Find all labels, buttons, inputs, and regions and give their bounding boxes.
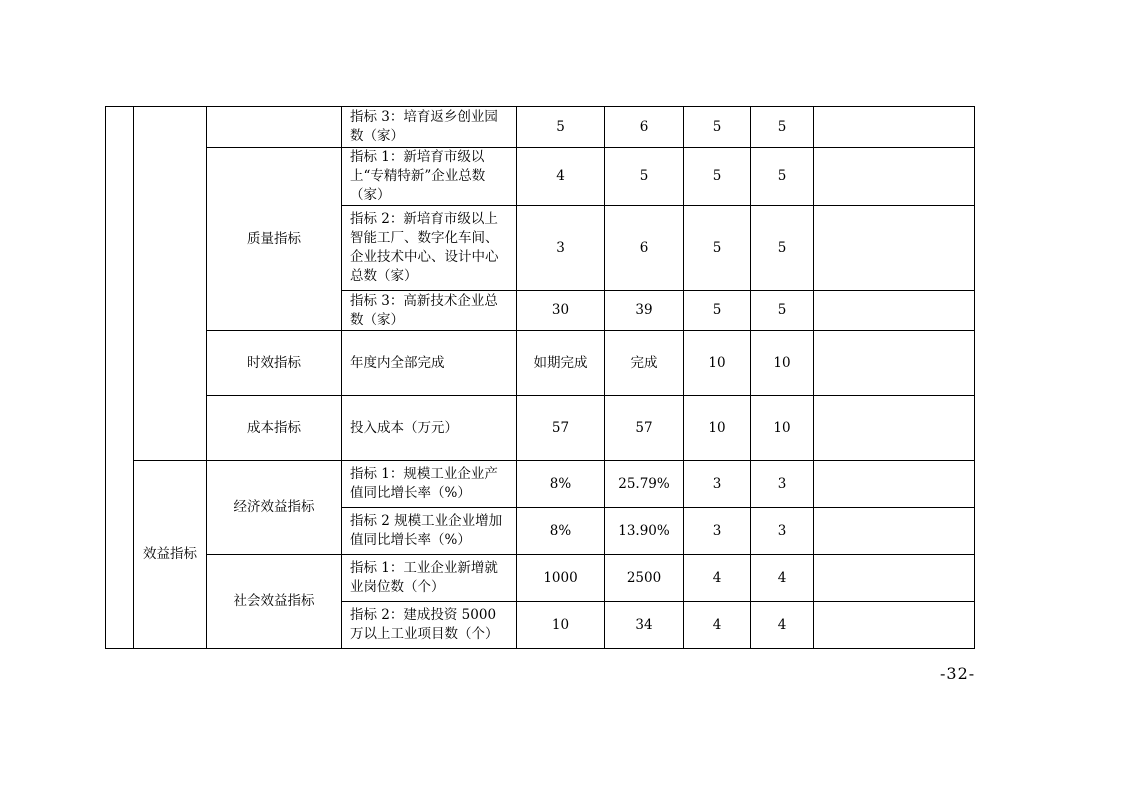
actual-value-cell: 6 (605, 107, 684, 148)
weight-cell: 5 (684, 107, 751, 148)
target-value-cell: 1000 (517, 555, 605, 602)
actual-value-cell: 13.90% (605, 508, 684, 555)
performance-indicator-table (105, 106, 975, 649)
target-value-cell: 如期完成 (517, 331, 605, 396)
indicator-cell: 指标 3：培育返乡创业园数（家） (342, 107, 517, 148)
note-cell (814, 461, 975, 508)
subcategory-quality: 质量指标 (207, 148, 342, 331)
indicator-cell: 指标 2：建成投资 5000 万以上工业项目数（个） (342, 602, 517, 649)
table-row (106, 555, 975, 602)
note-cell (814, 508, 975, 555)
target-value-cell: 57 (517, 396, 605, 461)
note-cell (814, 206, 975, 291)
indicator-cell: 指标 2：新培育市级以上智能工厂、数字化车间、企业技术中心、设计中心总数（家） (342, 206, 517, 291)
target-value-cell: 10 (517, 602, 605, 649)
indicator-cell: 指标 2 规模工业企业增加值同比增长率（%） (342, 508, 517, 555)
score-cell: 5 (751, 206, 814, 291)
actual-value-cell: 25.79% (605, 461, 684, 508)
table-row (106, 461, 975, 508)
score-cell: 4 (751, 555, 814, 602)
table-row (106, 107, 975, 148)
indicator-cell: 年度内全部完成 (342, 331, 517, 396)
actual-value-cell: 34 (605, 602, 684, 649)
subcategory-timeliness: 时效指标 (207, 331, 342, 396)
indicator-cell: 指标 3：高新技术企业总数（家） (342, 291, 517, 331)
weight-cell: 10 (684, 331, 751, 396)
target-value-cell: 5 (517, 107, 605, 148)
weight-cell: 3 (684, 461, 751, 508)
target-value-cell: 8% (517, 461, 605, 508)
indicator-cell: 指标 1：新培育市级以上“专精特新”企业总数（家） (342, 148, 517, 206)
first-level-cell (106, 107, 134, 649)
score-cell: 5 (751, 291, 814, 331)
actual-value-cell: 5 (605, 148, 684, 206)
score-cell: 3 (751, 508, 814, 555)
actual-value-cell: 39 (605, 291, 684, 331)
subcategory-economic: 经济效益指标 (207, 461, 342, 555)
page-number: -32- (940, 664, 976, 683)
table-row (106, 148, 975, 206)
weight-cell: 4 (684, 602, 751, 649)
category-benefit: 效益指标 (134, 461, 207, 649)
indicator-cell: 指标 1：工业企业新增就业岗位数（个） (342, 555, 517, 602)
score-cell: 3 (751, 461, 814, 508)
note-cell (814, 291, 975, 331)
table-row (106, 396, 975, 461)
score-cell: 10 (751, 396, 814, 461)
actual-value-cell: 2500 (605, 555, 684, 602)
indicator-cell: 指标 1：规模工业企业产值同比增长率（%） (342, 461, 517, 508)
weight-cell: 5 (684, 206, 751, 291)
target-value-cell: 8% (517, 508, 605, 555)
weight-cell: 4 (684, 555, 751, 602)
weight-cell: 5 (684, 291, 751, 331)
table-row (106, 331, 975, 396)
weight-cell: 5 (684, 148, 751, 206)
target-value-cell: 3 (517, 206, 605, 291)
third-level-cell (207, 107, 342, 148)
weight-cell: 10 (684, 396, 751, 461)
score-cell: 5 (751, 148, 814, 206)
note-cell (814, 331, 975, 396)
actual-value-cell: 完成 (605, 331, 684, 396)
note-cell (814, 555, 975, 602)
second-level-cell-output (134, 107, 207, 461)
note-cell (814, 602, 975, 649)
target-value-cell: 4 (517, 148, 605, 206)
note-cell (814, 396, 975, 461)
weight-cell: 3 (684, 508, 751, 555)
actual-value-cell: 6 (605, 206, 684, 291)
target-value-cell: 30 (517, 291, 605, 331)
note-cell (814, 107, 975, 148)
subcategory-social: 社会效益指标 (207, 555, 342, 649)
score-cell: 4 (751, 602, 814, 649)
subcategory-cost: 成本指标 (207, 396, 342, 461)
score-cell: 10 (751, 331, 814, 396)
indicator-cell: 投入成本（万元） (342, 396, 517, 461)
actual-value-cell: 57 (605, 396, 684, 461)
note-cell (814, 148, 975, 206)
score-cell: 5 (751, 107, 814, 148)
